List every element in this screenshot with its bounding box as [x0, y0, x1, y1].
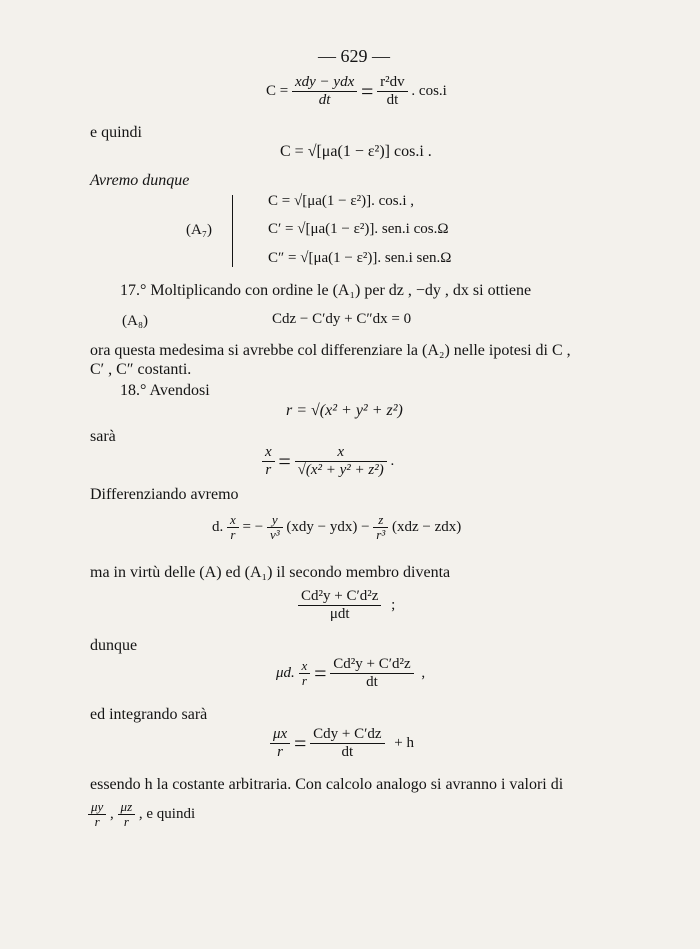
system-label: (A₇) — [186, 222, 213, 238]
denominator: r — [94, 814, 100, 829]
text-differenziando: Differenziando avremo — [90, 486, 239, 503]
eq-lead: d. — [212, 518, 224, 535]
denominator: r — [301, 673, 307, 688]
fraction — [118, 800, 136, 829]
fraction — [270, 726, 290, 761]
eq-term: (xdz − zdx) — [392, 518, 462, 535]
denominator: μdt — [329, 606, 350, 622]
denominator: r³ — [376, 527, 386, 542]
numerator: x — [262, 444, 275, 462]
fraction — [310, 726, 384, 761]
equation-differential — [212, 513, 461, 542]
equals-sign: = — [314, 660, 327, 686]
equation-C-value: C = √[μa(1 − ε²)] cos.i . — [280, 143, 432, 160]
eq-tail: . cos.i — [411, 82, 447, 99]
numerator: μz — [118, 800, 136, 815]
numerator: Cd²y + C′d²z — [330, 656, 413, 674]
fraction — [295, 444, 387, 479]
system-line-1: C = √[μa(1 − ε²)]. cos.i , — [268, 193, 415, 209]
eq-tail: . — [390, 452, 395, 469]
numerator: x — [295, 444, 387, 462]
paragraph-17-continued-1: ora questa medesima si avrebbe col differenziare la (A₂) nelle ipotesi di C , — [90, 342, 571, 359]
eq-lead: μd. — [276, 664, 295, 681]
fraction — [292, 74, 357, 109]
eq-lhs: C = — [266, 82, 289, 99]
text-avremo-dunque: Avremo dunque — [90, 172, 190, 189]
equation-x-over-r — [262, 444, 394, 479]
paragraph-17: 17.° Moltiplicando con ordine le (A₁) per dz , −dy , dx si ottiene — [120, 282, 532, 299]
denominator: r — [265, 462, 272, 478]
system-line-3: C″ = √[μa(1 − ε²)]. sen.i sen.Ω — [268, 250, 452, 266]
numerator: y — [267, 513, 283, 528]
text-dunque: dunque — [90, 637, 138, 654]
eq-term: (xdy − ydx) − — [286, 518, 370, 535]
paragraph-17-continued-2: C′ , C″ costanti. — [90, 361, 192, 378]
equals-sign: = — [278, 448, 291, 474]
numerator: μy — [88, 800, 106, 815]
fraction — [299, 659, 311, 688]
denominator: dt — [318, 92, 331, 108]
equation-C-definition — [266, 74, 447, 109]
numerator: Cdy + C′dz — [310, 726, 384, 744]
equation-second-member — [298, 588, 395, 623]
numerator: x — [227, 513, 239, 528]
fraction — [267, 513, 283, 542]
last-line-text: , e quindi — [138, 805, 196, 822]
equation-A8-label: (A₈) — [122, 313, 149, 329]
equation-r: r = √(x² + y² + z²) — [286, 402, 403, 419]
numerator: x — [299, 659, 311, 674]
fraction — [298, 588, 381, 623]
numerator: r²dv — [377, 74, 408, 92]
fraction — [262, 444, 275, 479]
fraction — [373, 513, 388, 542]
numerator: z — [373, 513, 388, 528]
text-ma-in-virtu: ma in virtù delle (A) ed (A₁) il secondo membro diventa — [90, 564, 451, 581]
system-bracket — [232, 195, 233, 267]
eq-operator: = − — [242, 518, 264, 535]
page-number: — 629 — — [318, 46, 390, 66]
text-e-quindi: e quindi — [90, 124, 142, 141]
eq-tail: ; — [391, 596, 396, 613]
equation-integrated — [270, 726, 414, 761]
numerator: xdy − ydx — [292, 74, 357, 92]
equation-A8: Cdz − C′dy + C″dx = 0 — [272, 311, 412, 327]
equation-mu-d — [276, 656, 425, 691]
eq-tail: + h — [394, 734, 414, 751]
numerator: Cd²y + C′d²z — [298, 588, 381, 606]
denominator: dt — [341, 744, 354, 760]
eq-tail: , — [421, 664, 426, 681]
numerator: μx — [270, 726, 290, 744]
fraction — [88, 800, 106, 829]
equals-sign: = — [360, 78, 374, 104]
fraction — [377, 74, 408, 109]
denominator: r — [277, 744, 284, 760]
last-line — [88, 800, 195, 829]
denominator: dt — [386, 92, 399, 108]
denominator: √(x² + y² + z²) — [297, 462, 384, 478]
denominator: r — [123, 814, 129, 829]
denominator: v³ — [269, 527, 280, 542]
text-essendo: essendo h la costante arbitraria. Con calcolo analogo si avranno i valori di — [90, 776, 564, 793]
denominator: dt — [366, 674, 378, 690]
separator: , — [110, 805, 114, 822]
paragraph-18: 18.° Avendosi — [120, 382, 210, 399]
text-ed-integrando: ed integrando sarà — [90, 706, 208, 723]
fraction — [227, 513, 239, 542]
fraction — [330, 656, 413, 691]
text-sara-1: sarà — [90, 428, 116, 445]
denominator: r — [230, 527, 236, 542]
system-line-2: C′ = √[μa(1 − ε²)]. sen.i cos.Ω — [268, 221, 449, 237]
equals-sign: = — [293, 730, 307, 756]
